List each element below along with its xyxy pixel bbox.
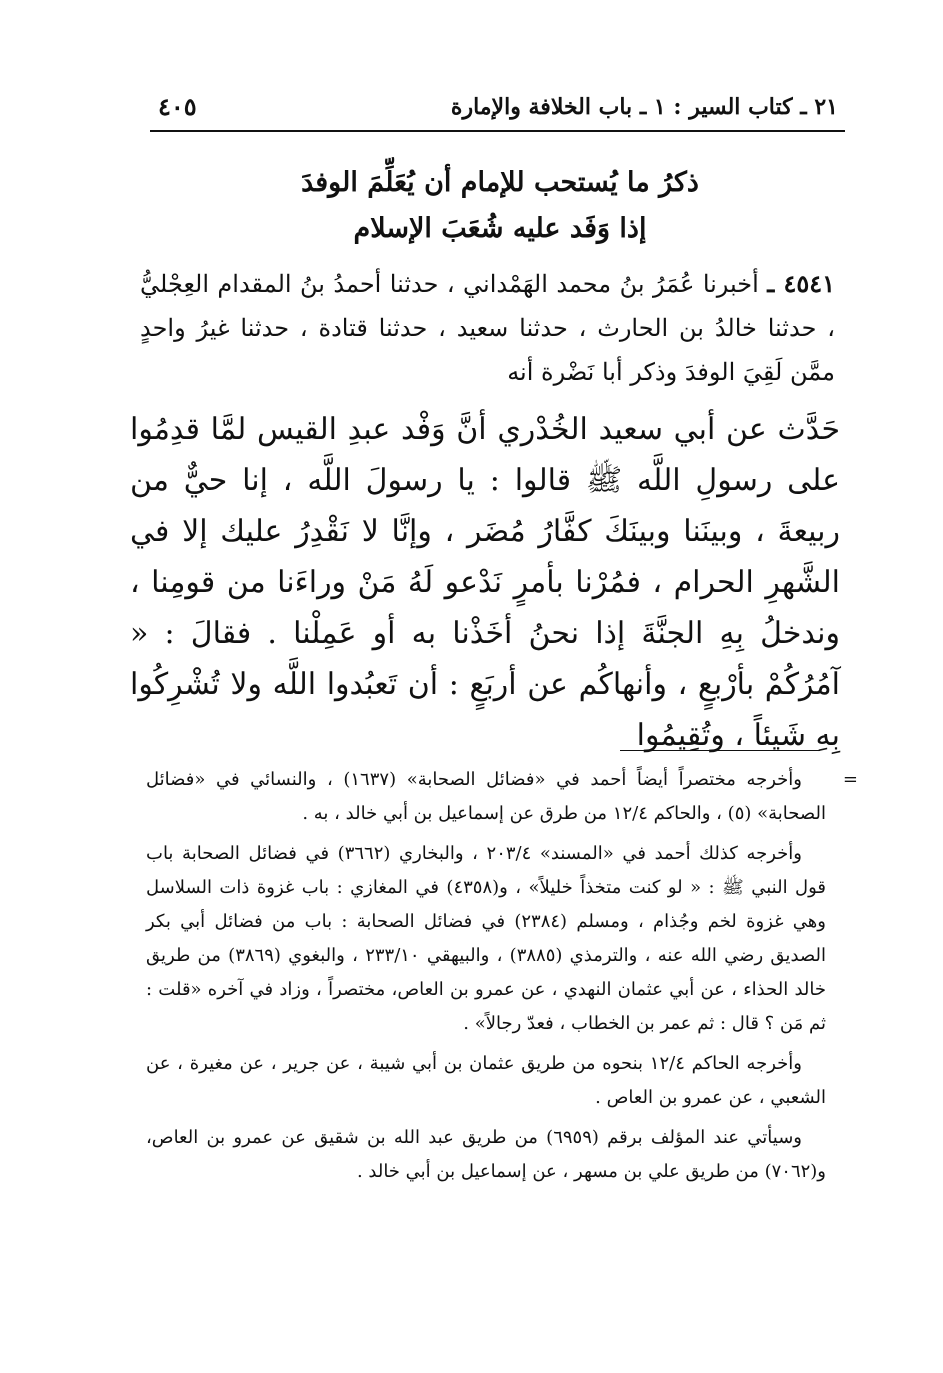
footnote-paragraph: وسيأتي عند المؤلف برقم (٦٩٥٩) من طريق عبد الله بن شقيق عن عمرو بن العاص، و(٧٠٦٢) من طريق علي بن مسهر ، عن إسماعيل بن أبي خالد . — [146, 1127, 826, 1182]
chapter-heading-line-2: إذا وَفَد عليه شُعَبَ الإسلام — [353, 213, 647, 244]
footnote-paragraph: وأخرجه مختصراً أيضاً أحمد في «فضائل الصحابة» (١٦٣٧) ، والنسائي في «فضائل الصحابة» (٥) ، والحاكم ١٢/٤ من طرق عن إسماعيل بن أبي خالد ، به . — [146, 769, 826, 824]
footnote-divider — [620, 750, 820, 751]
isnad-text: أخبرنا عُمَرُ بنُ محمد الهَمْداني ، حدثنا أحمدُ بنُ المقدام العِجْليُّ ، حدثنا خالدُ بن الحارث ، حدثنا سعيد ، حدثنا قتادة ، حدثنا غيرُ واحدٍ ممَّن لَقِيَ الوفدَ وذكر أبا نَضْرة أنه — [140, 270, 835, 386]
footnotes — [146, 763, 858, 1195]
footnote-paragraph: وأخرجه كذلك أحمد في «المسند» ٢٠٣/٤ ، والبخاري (٣٦٦٢) في فضائل الصحابة باب قول النبي ﷺ : « لو كنت متخذاً خليلاً» ، و(٤٣٥٨) في المغازي : باب غزوة ذات السلاسل وهي غزوة لخم وجُذام ، ومسلم (٢٣٨٤) في فضائل الصحابة : باب من فضائل أبي بكر الصديق رضي الله عنه ، والترمذي (٣٨٨٥) ، والبيهقي ٢٣٣/١٠ ، والبغوي (٣٨٦٩) من طريق خالد الحذاء ، عن أبي عثمان النهدي ، عن عمرو بن العاص، مختصراً ، وزاد في آخره «قلت : ثم مَن ؟ قال : ثم عمر بن الخطاب ، فعدّ رجالاً» . — [146, 843, 826, 1034]
hadith-matn: حَدَّث عن أبي سعيد الخُدْري أنَّ وَفْد عبدِ القيس لمَّا قدِمُوا على رسولِ اللَّه ﷺ قالوا : يا رسولَ اللَّه ، إنا حيٌّ من ربيعةَ ، وبينَنا وبينَكَ كفَّارُ مُضَر ، وإنَّا لا نَقْدِرُ عليك إلا في الشَّهرِ الحرام ، فمُرْنا بأمرٍ نَدْعو لَهُ مَنْ وراءَنا من قومِنا ، وندخلُ بِهِ الجنَّةَ إذا نحنُ أخَذْنا به أو عَمِلْنا . فقالَ : « آمُرُكُمْ بأرْبعٍ ، وأنهاكُم عن أربَعٍ : أن تَعبُدوا اللَّه ولا تُشْرِكُوا بِهِ شَيئاً ، وتُقِيمُوا — [130, 412, 840, 753]
footnote-paragraph: وأخرجه الحاكم ١٢/٤ بنحوه من طريق عثمان بن أبي شيبة ، عن جرير ، عن مغيرة ، عن الشعبي ، عن عمرو بن العاص . — [146, 1053, 826, 1108]
header-divider — [150, 130, 845, 132]
chapter-heading — [170, 160, 830, 252]
chapter-heading-line-1: ذكرُ ما يُستحب للإمام أن يُعَلِّمَ الوفدَ — [301, 167, 699, 198]
running-header-title: ٢١ ـ كتاب السير : ١ ـ باب الخلافة والإمارة — [450, 94, 838, 120]
continuation-mark: = — [842, 769, 858, 790]
hadith-isnad — [140, 262, 835, 394]
page-number: ٤٠٥ — [158, 92, 197, 121]
running-header — [158, 92, 838, 128]
hadith-number: ٤٥٤١ ـ — [767, 269, 835, 298]
